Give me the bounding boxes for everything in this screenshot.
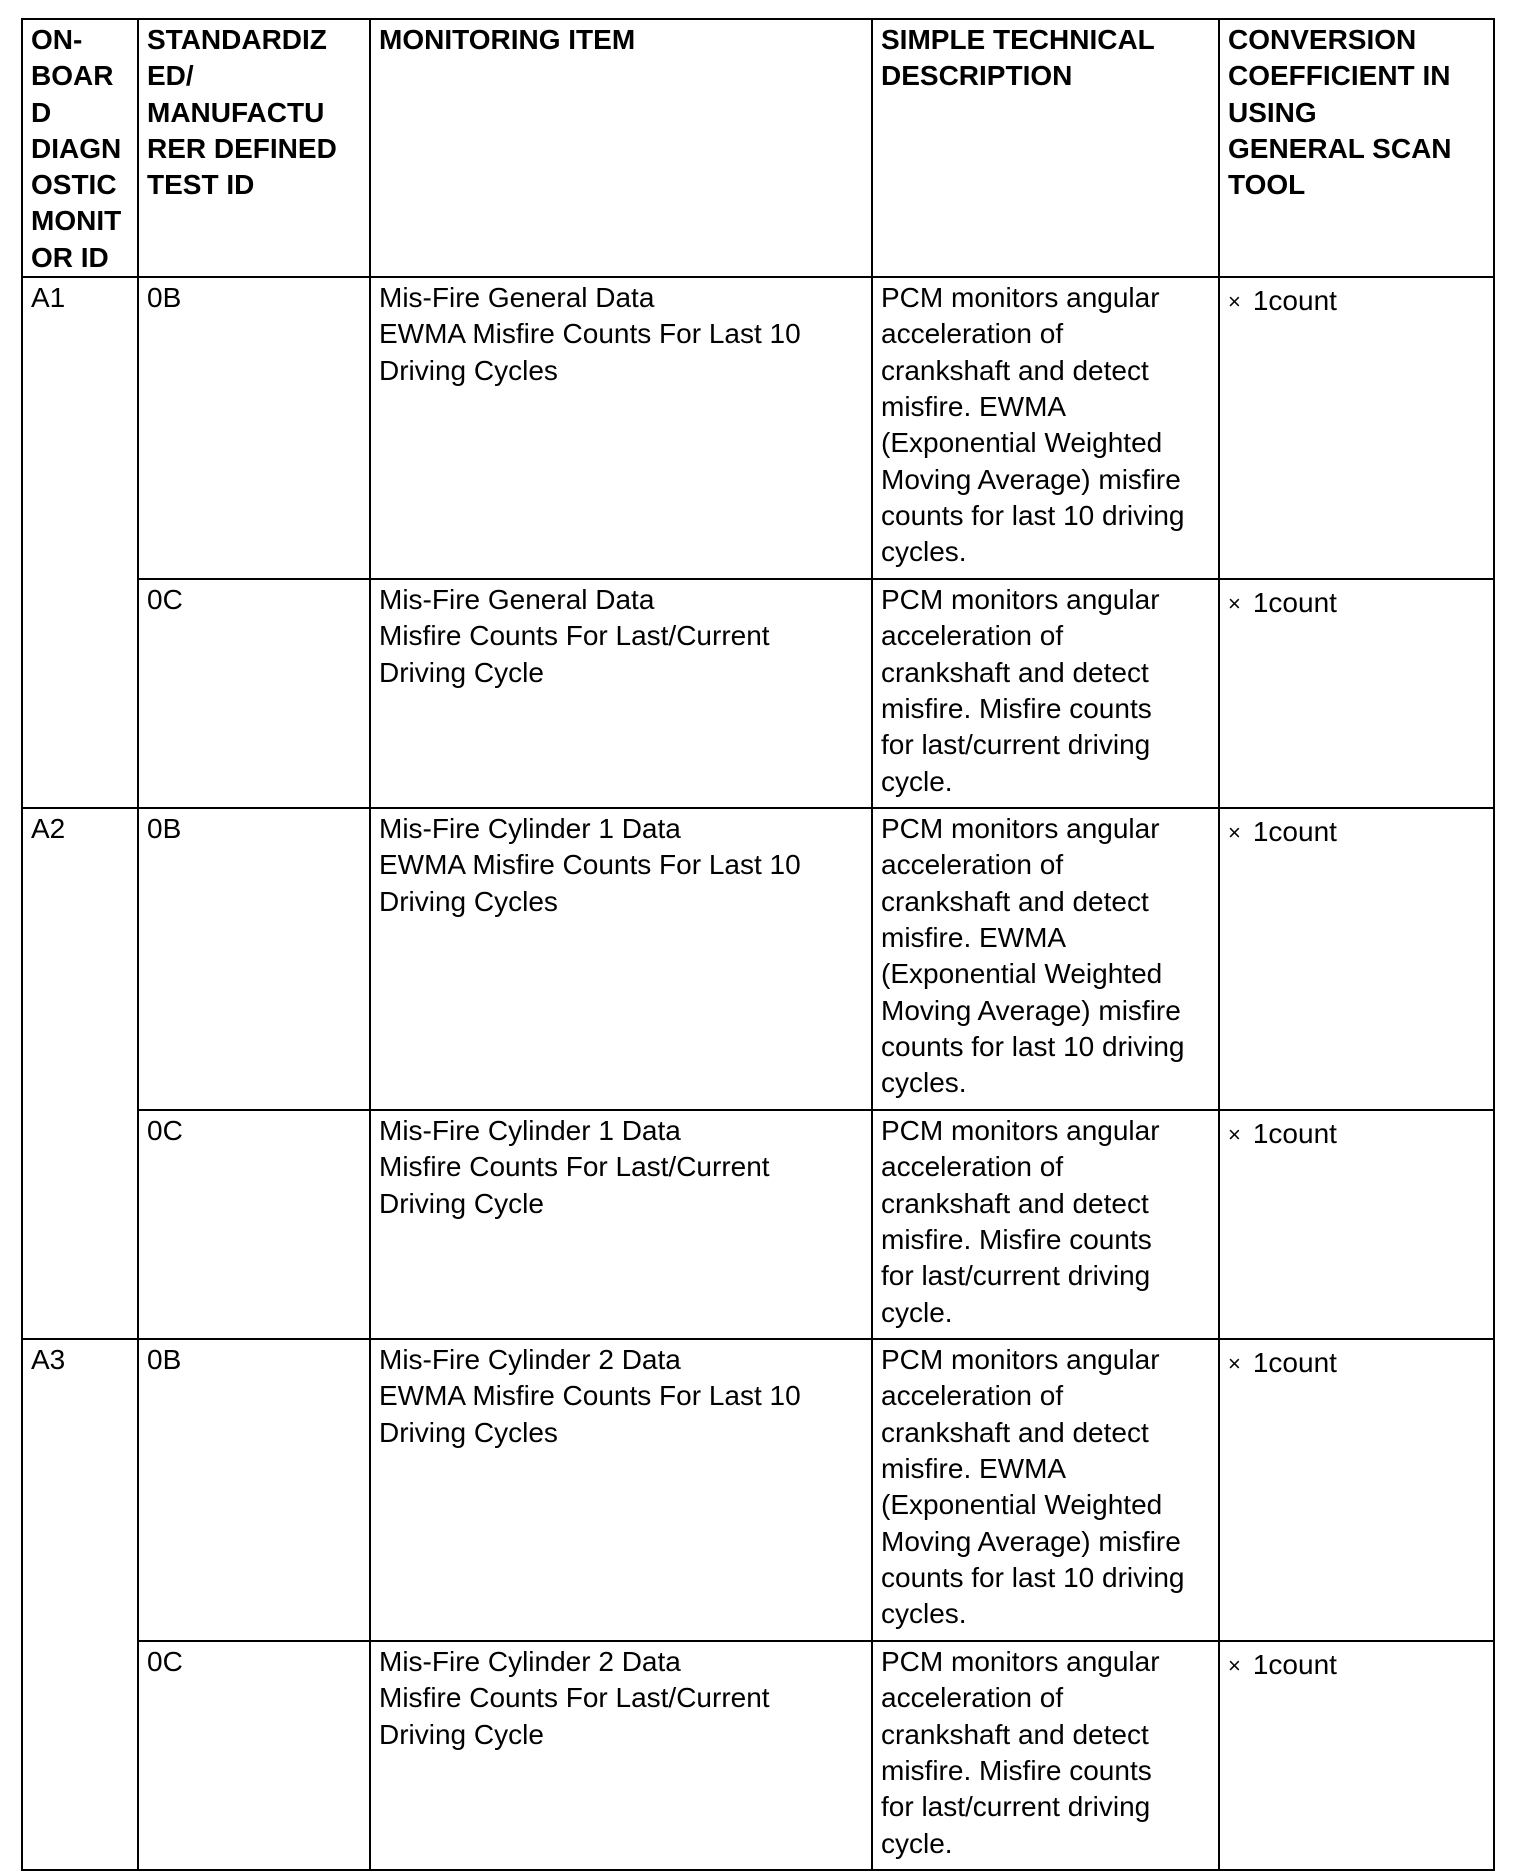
monitoring-item-line: EWMA Misfire Counts For Last 10 — [379, 1380, 801, 1412]
description-line: acceleration of — [881, 620, 1064, 652]
header-line: CONVERSION — [1228, 24, 1417, 55]
description-line: crankshaft and detect — [881, 354, 1149, 386]
multiply-sign: × — [1228, 289, 1241, 315]
description-line: Moving Average) misfire — [881, 463, 1181, 495]
description-line: for last/current driving — [881, 729, 1151, 761]
description-line: crankshaft and detect — [881, 1187, 1149, 1219]
table-body — [22, 277, 1494, 1870]
test-id-cell: 0B — [138, 808, 370, 1110]
description-line: counts for last 10 driving — [881, 1561, 1185, 1593]
header-line: COEFFICIENT IN — [1228, 60, 1451, 92]
header-technical-description — [872, 19, 1219, 277]
description-line: for last/current driving — [881, 1260, 1151, 1292]
test-id-cell: 0C — [138, 579, 370, 808]
test-id-cell: 0C — [138, 1110, 370, 1339]
description-line: cycle. — [881, 765, 953, 797]
description-line: (Exponential Weighted — [881, 958, 1163, 990]
description-line: misfire. EWMA — [881, 1452, 1067, 1484]
header-line: SIMPLE TECHNICAL — [881, 24, 1155, 55]
description-line: crankshaft and detect — [881, 1416, 1149, 1448]
multiply-sign: × — [1228, 1351, 1241, 1377]
header-line: ED/ — [147, 60, 194, 92]
monitoring-item-line: Mis-Fire General Data — [379, 282, 655, 314]
header-line: ON- — [31, 24, 83, 55]
description-cell — [872, 1339, 1219, 1641]
coefficient-value: 1count — [1252, 1118, 1337, 1150]
description-line: for last/current driving — [881, 1791, 1151, 1823]
monitoring-item-cell — [370, 1110, 872, 1339]
table-row — [22, 277, 1494, 579]
monitoring-item-line: Mis-Fire Cylinder 1 Data — [379, 1115, 681, 1147]
monitoring-item-line: Mis-Fire General Data — [379, 584, 655, 616]
header-line: TOOL — [1228, 169, 1306, 201]
header-line: STANDARDIZ — [147, 24, 327, 55]
conversion-coefficient-cell — [1219, 579, 1494, 808]
conversion-coefficient-cell — [1219, 808, 1494, 1110]
description-line: misfire. Misfire counts — [881, 1223, 1152, 1255]
header-monitoring-item — [370, 19, 872, 277]
coefficient-value: 1count — [1252, 587, 1337, 619]
description-line: PCM monitors angular — [881, 1115, 1160, 1147]
header-line: TEST ID — [147, 169, 255, 201]
multiply-sign: × — [1228, 591, 1241, 617]
table-row — [22, 808, 1494, 1110]
header-line: RER DEFINED — [147, 132, 337, 164]
header-line: GENERAL SCAN — [1228, 132, 1452, 164]
monitoring-item-line: Misfire Counts For Last/Current — [379, 1151, 770, 1183]
description-line: PCM monitors angular — [881, 813, 1160, 845]
coefficient-value: 1count — [1252, 285, 1337, 317]
monitoring-item-line: Misfire Counts For Last/Current — [379, 620, 770, 652]
header-line: MANUFACTU — [147, 96, 325, 128]
monitor-data-table — [21, 18, 1495, 1871]
header-line: USING — [1228, 96, 1317, 128]
description-line: cycle. — [881, 1827, 953, 1859]
table-row — [22, 1641, 1494, 1870]
monitor-id-cell: A2 — [22, 808, 138, 1339]
header-line: MONITORING ITEM — [379, 24, 636, 55]
monitoring-item-cell — [370, 808, 872, 1110]
header-obd-monitor-id — [22, 19, 138, 277]
description-line: cycles. — [881, 536, 967, 568]
header-row — [22, 19, 1494, 277]
description-line: counts for last 10 driving — [881, 1030, 1185, 1062]
description-line: misfire. Misfire counts — [881, 692, 1152, 724]
conversion-coefficient-cell — [1219, 1339, 1494, 1641]
description-line: counts for last 10 driving — [881, 499, 1185, 531]
description-line: misfire. Misfire counts — [881, 1754, 1152, 1786]
description-cell — [872, 579, 1219, 808]
table-row — [22, 579, 1494, 808]
monitoring-item-cell — [370, 1641, 872, 1870]
description-line: cycles. — [881, 1067, 967, 1099]
header-line: BOAR — [31, 60, 114, 92]
conversion-coefficient-cell — [1219, 277, 1494, 579]
coefficient-value: 1count — [1252, 1649, 1337, 1681]
header-conversion-coefficient — [1219, 19, 1494, 277]
monitoring-item-line: Driving Cycle — [379, 656, 544, 688]
description-line: cycles. — [881, 1598, 967, 1630]
description-line: misfire. EWMA — [881, 390, 1067, 422]
monitoring-item-line: Mis-Fire Cylinder 1 Data — [379, 813, 681, 845]
description-line: Moving Average) misfire — [881, 994, 1181, 1026]
test-id-cell: 0B — [138, 277, 370, 579]
monitor-id-cell: A1 — [22, 277, 138, 808]
description-line: Moving Average) misfire — [881, 1525, 1181, 1557]
description-line: acceleration of — [881, 318, 1064, 350]
monitoring-item-line: EWMA Misfire Counts For Last 10 — [379, 318, 801, 350]
description-line: crankshaft and detect — [881, 1718, 1149, 1750]
description-line: crankshaft and detect — [881, 656, 1149, 688]
description-cell — [872, 1641, 1219, 1870]
monitoring-item-line: Mis-Fire Cylinder 2 Data — [379, 1344, 681, 1376]
monitoring-item-line: Driving Cycle — [379, 1187, 544, 1219]
description-line: acceleration of — [881, 849, 1064, 881]
coefficient-value: 1count — [1252, 1347, 1337, 1379]
header-test-id — [138, 19, 370, 277]
description-line: PCM monitors angular — [881, 584, 1160, 616]
monitoring-item-line: Driving Cycles — [379, 1416, 558, 1448]
monitor-id-cell: A3 — [22, 1339, 138, 1870]
description-line: cycle. — [881, 1296, 953, 1328]
description-line: PCM monitors angular — [881, 1344, 1160, 1376]
monitoring-item-cell — [370, 277, 872, 579]
description-line: crankshaft and detect — [881, 885, 1149, 917]
monitoring-item-line: Driving Cycle — [379, 1718, 544, 1750]
table-row — [22, 1110, 1494, 1339]
monitoring-item-line: EWMA Misfire Counts For Last 10 — [379, 849, 801, 881]
test-id-cell: 0B — [138, 1339, 370, 1641]
header-line: DIAGN — [31, 132, 122, 164]
table-row — [22, 1339, 1494, 1641]
header-line: D — [31, 96, 52, 128]
description-line: (Exponential Weighted — [881, 1489, 1163, 1521]
monitoring-item-line: Driving Cycles — [379, 885, 558, 917]
monitoring-item-cell — [370, 1339, 872, 1641]
monitoring-item-line: Mis-Fire Cylinder 2 Data — [379, 1646, 681, 1678]
description-line: acceleration of — [881, 1682, 1064, 1714]
description-line: PCM monitors angular — [881, 282, 1160, 314]
monitoring-item-cell — [370, 579, 872, 808]
monitoring-item-line: Driving Cycles — [379, 354, 558, 386]
multiply-sign: × — [1228, 1653, 1241, 1679]
conversion-coefficient-cell — [1219, 1110, 1494, 1339]
test-id-cell: 0C — [138, 1641, 370, 1870]
description-line: (Exponential Weighted — [881, 427, 1163, 459]
header-line: OSTIC — [31, 169, 117, 201]
description-line: acceleration of — [881, 1380, 1064, 1412]
header-line: OR ID — [31, 241, 109, 273]
coefficient-value: 1count — [1252, 816, 1337, 848]
description-line: acceleration of — [881, 1151, 1064, 1183]
description-line: misfire. EWMA — [881, 921, 1067, 953]
description-cell — [872, 1110, 1219, 1339]
multiply-sign: × — [1228, 820, 1241, 846]
conversion-coefficient-cell — [1219, 1641, 1494, 1870]
description-cell — [872, 277, 1219, 579]
monitoring-item-line: Misfire Counts For Last/Current — [379, 1682, 770, 1714]
header-line: DESCRIPTION — [881, 60, 1073, 92]
description-cell — [872, 808, 1219, 1110]
multiply-sign: × — [1228, 1122, 1241, 1148]
description-line: PCM monitors angular — [881, 1646, 1160, 1678]
header-line: MONIT — [31, 205, 122, 237]
